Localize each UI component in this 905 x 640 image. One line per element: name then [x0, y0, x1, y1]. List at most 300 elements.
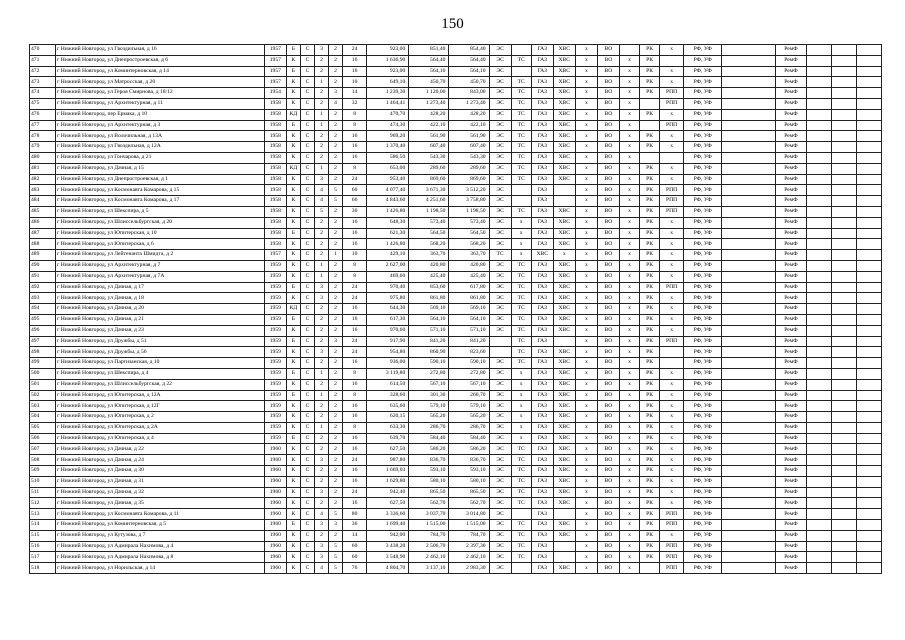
cell-empty: [806, 422, 831, 433]
cell-rpp: х: [660, 412, 684, 423]
cell-heating: х: [511, 368, 531, 379]
cell-gas: ГАЗ: [531, 196, 553, 207]
cell-entrances: 2: [314, 412, 328, 423]
cell-wall-material: Б: [286, 66, 300, 77]
cell-gas: ГАЗ: [531, 77, 553, 88]
cell-total-area: 954,80: [367, 347, 409, 358]
cell-empty: [806, 152, 831, 163]
cell-empty: [831, 487, 856, 498]
cell-drainage: ВО: [597, 271, 619, 282]
cell-drainage: ВО: [597, 88, 619, 99]
cell-sewer-x: х: [575, 422, 597, 433]
cell-flag-x: х: [619, 174, 639, 185]
cell-flag-x: х: [619, 563, 639, 574]
cell-rpp: [660, 152, 684, 163]
cell-living-area: 869,60: [409, 174, 449, 185]
cell-total-area: 653,00: [367, 163, 409, 174]
cell-rpp: х: [660, 530, 684, 541]
cell-empty: [856, 433, 881, 444]
cell-empty: [831, 77, 856, 88]
cell-empty: [806, 293, 831, 304]
cell-water: ХВС: [553, 379, 575, 390]
cell-wall-material: К: [286, 455, 300, 466]
cell-row-number: 514: [30, 520, 56, 531]
cell-row-number: 470: [30, 45, 56, 56]
cell-residential-area: 420,80: [449, 260, 489, 271]
cell-living-area: 3 037,70: [409, 509, 449, 520]
cell-empty: [831, 325, 856, 336]
cell-year-built: 1958: [264, 217, 286, 228]
cell-rf-uf: РФ, УФ: [684, 563, 722, 574]
cell-empty: [806, 250, 831, 261]
cell-drainage: ВО: [597, 196, 619, 207]
cell-type: С: [300, 109, 314, 120]
housing-table: [29, 44, 882, 574]
cell-year-built: 1957: [264, 66, 286, 77]
cell-apartments: 60: [343, 541, 367, 552]
cell-heating: [511, 563, 531, 574]
cell-drainage: ВО: [597, 293, 619, 304]
cell-type: С: [300, 455, 314, 466]
cell-type: С: [300, 314, 314, 325]
cell-entrances: 4: [314, 185, 328, 196]
cell-empty: [831, 206, 856, 217]
cell-drainage: ВО: [597, 520, 619, 531]
cell-electricity: ЭС: [489, 433, 511, 444]
cell-entrances: 2: [314, 444, 328, 455]
cell-row-number: 476: [30, 109, 56, 120]
cell-extra: [722, 98, 776, 109]
cell-gas: ГАЗ: [531, 109, 553, 120]
cell-heating: ТС: [511, 520, 531, 531]
cell-total-area: 923,00: [367, 66, 409, 77]
cell-year-built: 1960: [264, 455, 286, 466]
cell-year-built: 1959: [264, 368, 286, 379]
cell-address: г Нижний Новгород, ул Космонавта Комарова, д 17: [56, 196, 265, 207]
cell-rk: [640, 563, 660, 574]
cell-floors: 2: [329, 358, 343, 369]
cell-extra: [722, 304, 776, 315]
cell-wall-material: Б: [286, 520, 300, 531]
cell-gas: ГАЗ: [531, 120, 553, 131]
cell-total-area: 942,00: [367, 530, 409, 541]
cell-address: г Нижний Новгород, ул Дружбы, д 56: [56, 347, 265, 358]
cell-entrances: 3: [314, 487, 328, 498]
cell-address: г Нижний Новгород, ул Архитектурная, д 3: [56, 120, 265, 131]
cell-apartments: 16: [343, 325, 367, 336]
cell-gas: ГАЗ: [531, 444, 553, 455]
cell-row-number: 484: [30, 196, 56, 207]
cell-heating: ТС: [511, 466, 531, 477]
table-row: [30, 358, 882, 369]
cell-address: г Нижний Новгород, ул Днепростроевская, д 1: [56, 174, 265, 185]
cell-remf: РемФ: [776, 336, 806, 347]
cell-type: С: [300, 174, 314, 185]
cell-living-area: 851,40: [409, 45, 449, 56]
cell-apartments: 24: [343, 487, 367, 498]
cell-electricity: ЭС: [489, 217, 511, 228]
cell-apartments: 24: [343, 347, 367, 358]
cell-water: ХВС: [553, 390, 575, 401]
cell-total-area: 328,60: [367, 390, 409, 401]
cell-empty: [831, 390, 856, 401]
cell-rk: РК: [640, 196, 660, 207]
cell-sewer-x: х: [575, 358, 597, 369]
cell-empty: [856, 325, 881, 336]
cell-rpp: х: [660, 45, 684, 56]
cell-extra: [722, 476, 776, 487]
cell-rk: РК: [640, 228, 660, 239]
cell-year-built: 1959: [264, 390, 286, 401]
cell-drainage: ВО: [597, 152, 619, 163]
cell-empty: [806, 185, 831, 196]
cell-flag-x: х: [619, 433, 639, 444]
cell-row-number: 502: [30, 390, 56, 401]
cell-living-area: 784,70: [409, 530, 449, 541]
cell-heating: ТС: [511, 530, 531, 541]
cell-extra: [722, 196, 776, 207]
table-row: [30, 541, 882, 552]
cell-rk: РК: [640, 314, 660, 325]
cell-electricity: ЭС: [489, 444, 511, 455]
cell-flag-x: х: [619, 412, 639, 423]
cell-entrances: 5: [314, 206, 328, 217]
cell-remf: РемФ: [776, 293, 806, 304]
cell-empty: [806, 260, 831, 271]
cell-water: ХВС: [553, 88, 575, 99]
cell-entrances: 1: [314, 163, 328, 174]
cell-residential-area: 543,30: [449, 152, 489, 163]
cell-empty: [856, 174, 881, 185]
cell-year-built: 1958: [264, 152, 286, 163]
cell-year-built: 1960: [264, 552, 286, 563]
cell-entrances: 4: [314, 563, 328, 574]
cell-electricity: ЭС: [489, 77, 511, 88]
cell-empty: [806, 368, 831, 379]
cell-water: ХВС: [553, 466, 575, 477]
cell-floors: 2: [329, 347, 343, 358]
cell-empty: [806, 325, 831, 336]
cell-row-number: 477: [30, 120, 56, 131]
cell-rpp: х: [660, 487, 684, 498]
cell-drainage: ВО: [597, 466, 619, 477]
table-row: [30, 293, 882, 304]
cell-gas: ГАЗ: [531, 541, 553, 552]
cell-year-built: 1957: [264, 45, 286, 56]
cell-remf: РемФ: [776, 77, 806, 88]
cell-heating: [511, 196, 531, 207]
table-row: [30, 260, 882, 271]
cell-sewer-x: х: [575, 228, 597, 239]
cell-row-number: 489: [30, 250, 56, 261]
cell-extra: [722, 217, 776, 228]
cell-rpp: х: [660, 476, 684, 487]
cell-rpp: х: [660, 239, 684, 250]
cell-living-area: 836,70: [409, 455, 449, 466]
cell-drainage: ВО: [597, 401, 619, 412]
cell-row-number: 500: [30, 368, 56, 379]
cell-electricity: ЭС: [489, 98, 511, 109]
cell-apartments: 24: [343, 293, 367, 304]
cell-sewer-x: х: [575, 131, 597, 142]
cell-total-area: 1 426,80: [367, 206, 409, 217]
cell-residential-area: 607,40: [449, 142, 489, 153]
cell-flag-x: х: [619, 520, 639, 531]
cell-rf-uf: РФ, УФ: [684, 325, 722, 336]
table-row: [30, 530, 882, 541]
cell-apartments: 16: [343, 314, 367, 325]
cell-remf: РемФ: [776, 347, 806, 358]
cell-wall-material: К: [286, 498, 300, 509]
cell-drainage: ВО: [597, 314, 619, 325]
cell-flag-x: х: [619, 476, 639, 487]
cell-gas: ГАЗ: [531, 325, 553, 336]
cell-address: г Нижний Новгород, ул Волочильная, д 13А: [56, 131, 265, 142]
cell-empty: [831, 109, 856, 120]
cell-wall-material: Б: [286, 368, 300, 379]
cell-drainage: ВО: [597, 530, 619, 541]
cell-empty: [806, 552, 831, 563]
cell-residential-area: 561,90: [449, 131, 489, 142]
cell-floors: 3: [329, 520, 343, 531]
cell-sewer-x: х: [575, 541, 597, 552]
cell-wall-material: Б: [286, 314, 300, 325]
cell-living-area: 853,60: [409, 282, 449, 293]
cell-rk: РК: [640, 347, 660, 358]
cell-rk: РК: [640, 520, 660, 531]
cell-row-number: 512: [30, 498, 56, 509]
cell-type: С: [300, 552, 314, 563]
cell-drainage: ВО: [597, 358, 619, 369]
cell-empty: [806, 282, 831, 293]
cell-rk: РК: [640, 466, 660, 477]
cell-rk: РК: [640, 336, 660, 347]
cell-rk: РК: [640, 206, 660, 217]
cell-sewer-x: х: [575, 217, 597, 228]
table-row: [30, 455, 882, 466]
cell-empty: [856, 401, 881, 412]
cell-rpp: х: [660, 466, 684, 477]
cell-flag-x: х: [619, 271, 639, 282]
cell-total-area: 936,00: [367, 358, 409, 369]
cell-empty: [806, 390, 831, 401]
cell-remf: РемФ: [776, 444, 806, 455]
cell-sewer-x: х: [575, 152, 597, 163]
cell-water: ХВС: [553, 325, 575, 336]
cell-rk: РК: [640, 541, 660, 552]
cell-flag-x: х: [619, 401, 639, 412]
cell-wall-material: К: [286, 509, 300, 520]
cell-entrances: 1: [314, 368, 328, 379]
cell-heating: ТС: [511, 120, 531, 131]
cell-address: г Нижний Новгород, ул Архитектурная, д 7А: [56, 271, 265, 282]
cell-total-area: 644,30: [367, 304, 409, 315]
cell-rpp: х: [660, 174, 684, 185]
cell-empty: [806, 271, 831, 282]
cell-type: С: [300, 325, 314, 336]
cell-wall-material: Б: [286, 228, 300, 239]
cell-address: г Нижний Новгород, ул Лейтенанта Шмидта, д 2: [56, 250, 265, 261]
cell-apartments: 10: [343, 250, 367, 261]
cell-total-area: 1 629,80: [367, 476, 409, 487]
cell-wall-material: К: [286, 88, 300, 99]
cell-total-area: 917,90: [367, 336, 409, 347]
cell-empty: [806, 174, 831, 185]
cell-rk: РК: [640, 45, 660, 56]
cell-empty: [856, 520, 881, 531]
cell-sewer-x: х: [575, 304, 597, 315]
cell-empty: [856, 530, 881, 541]
cell-water: ХВС: [553, 142, 575, 153]
cell-entrances: 2: [314, 131, 328, 142]
cell-type: С: [300, 422, 314, 433]
cell-entrances: 2: [314, 66, 328, 77]
cell-rpp: х: [660, 271, 684, 282]
cell-electricity: ЭС: [489, 487, 511, 498]
cell-rk: [640, 152, 660, 163]
cell-flag-x: х: [619, 509, 639, 520]
cell-residential-area: 564,10: [449, 314, 489, 325]
cell-wall-material: Б: [286, 120, 300, 131]
cell-year-built: 1960: [264, 530, 286, 541]
cell-rpp: х: [660, 293, 684, 304]
cell-heating: ТС: [511, 131, 531, 142]
cell-water: ХВС: [553, 152, 575, 163]
cell-sewer-x: х: [575, 509, 597, 520]
cell-apartments: 16: [343, 466, 367, 477]
cell-remf: РемФ: [776, 152, 806, 163]
cell-rf-uf: РФ, УФ: [684, 196, 722, 207]
cell-total-area: 627,50: [367, 444, 409, 455]
cell-empty: [806, 239, 831, 250]
cell-gas: ГАЗ: [531, 45, 553, 56]
cell-floors: 2: [329, 163, 343, 174]
cell-apartments: 30: [343, 206, 367, 217]
cell-living-area: 564,10: [409, 314, 449, 325]
cell-empty: [831, 444, 856, 455]
cell-entrances: 4: [314, 509, 328, 520]
cell-row-number: 498: [30, 347, 56, 358]
cell-gas: ГАЗ: [531, 455, 553, 466]
cell-entrances: 2: [314, 152, 328, 163]
cell-apartments: 16: [343, 498, 367, 509]
cell-year-built: 1958: [264, 228, 286, 239]
cell-heating: ТС: [511, 152, 531, 163]
cell-rf-uf: РФ, УФ: [684, 390, 722, 401]
cell-row-number: 481: [30, 163, 56, 174]
cell-water: ХВС: [553, 358, 575, 369]
cell-row-number: 487: [30, 228, 56, 239]
cell-rpp: РПП: [660, 509, 684, 520]
cell-heating: [511, 45, 531, 56]
cell-rk: РК: [640, 358, 660, 369]
cell-remf: РемФ: [776, 530, 806, 541]
cell-floors: 2: [329, 217, 343, 228]
cell-floors: 5: [329, 541, 343, 552]
table-row: [30, 66, 882, 77]
cell-residential-area: 2 462,10: [449, 552, 489, 563]
cell-residential-area: 564,10: [449, 66, 489, 77]
cell-extra: [722, 520, 776, 531]
cell-type: С: [300, 163, 314, 174]
cell-wall-material: К: [286, 196, 300, 207]
cell-apartments: 80: [343, 509, 367, 520]
cell-extra: [722, 260, 776, 271]
cell-remf: РемФ: [776, 379, 806, 390]
cell-heating: х: [511, 412, 531, 423]
cell-flag-x: х: [619, 228, 639, 239]
cell-row-number: 474: [30, 88, 56, 99]
cell-electricity: ЭС: [489, 260, 511, 271]
cell-total-area: 614,50: [367, 379, 409, 390]
cell-extra: [722, 347, 776, 358]
cell-rf-uf: РФ, УФ: [684, 260, 722, 271]
cell-year-built: 1959: [264, 347, 286, 358]
cell-rk: РК: [640, 66, 660, 77]
cell-year-built: 1954: [264, 88, 286, 99]
cell-flag-x: х: [619, 336, 639, 347]
cell-total-area: 649,10: [367, 77, 409, 88]
cell-electricity: ЭС: [489, 466, 511, 477]
cell-flag-x: х: [619, 487, 639, 498]
cell-type: С: [300, 77, 314, 88]
cell-row-number: 513: [30, 509, 56, 520]
cell-empty: [831, 174, 856, 185]
cell-rk: РК: [640, 239, 660, 250]
cell-rk: РК: [640, 250, 660, 261]
cell-apartments: 32: [343, 98, 367, 109]
cell-row-number: 494: [30, 304, 56, 315]
cell-empty: [856, 163, 881, 174]
cell-water: ХВС: [553, 498, 575, 509]
cell-year-built: 1960: [264, 498, 286, 509]
table-row: [30, 228, 882, 239]
cell-electricity: ЭС: [489, 293, 511, 304]
cell-empty: [831, 422, 856, 433]
cell-empty: [806, 228, 831, 239]
cell-rk: РК: [640, 282, 660, 293]
cell-living-area: 571,10: [409, 325, 449, 336]
cell-empty: [856, 250, 881, 261]
cell-water: ХВС: [553, 206, 575, 217]
table-row: [30, 314, 882, 325]
cell-entrances: 2: [314, 466, 328, 477]
cell-empty: [806, 487, 831, 498]
cell-water: ХВС: [553, 55, 575, 66]
cell-empty: [831, 217, 856, 228]
cell-entrances: 4: [314, 196, 328, 207]
cell-residential-area: 289,60: [449, 163, 489, 174]
cell-floors: 2: [329, 368, 343, 379]
cell-electricity: ЭС: [489, 239, 511, 250]
cell-drainage: ВО: [597, 347, 619, 358]
cell-rf-uf: РФ, УФ: [684, 206, 722, 217]
cell-gas: ГАЗ: [531, 552, 553, 563]
table-row: [30, 390, 882, 401]
table-row: [30, 239, 882, 250]
cell-empty: [806, 55, 831, 66]
cell-wall-material: К: [286, 412, 300, 423]
cell-living-area: 4 251,60: [409, 196, 449, 207]
cell-type: С: [300, 120, 314, 131]
cell-rf-uf: РФ, УФ: [684, 412, 722, 423]
cell-sewer-x: х: [575, 401, 597, 412]
cell-floors: 2: [329, 487, 343, 498]
cell-rk: РК: [640, 412, 660, 423]
cell-floors: 2: [329, 131, 343, 142]
cell-address: г Нижний Новгород, ул Архитектурная, д 7: [56, 260, 265, 271]
cell-empty: [856, 412, 881, 423]
